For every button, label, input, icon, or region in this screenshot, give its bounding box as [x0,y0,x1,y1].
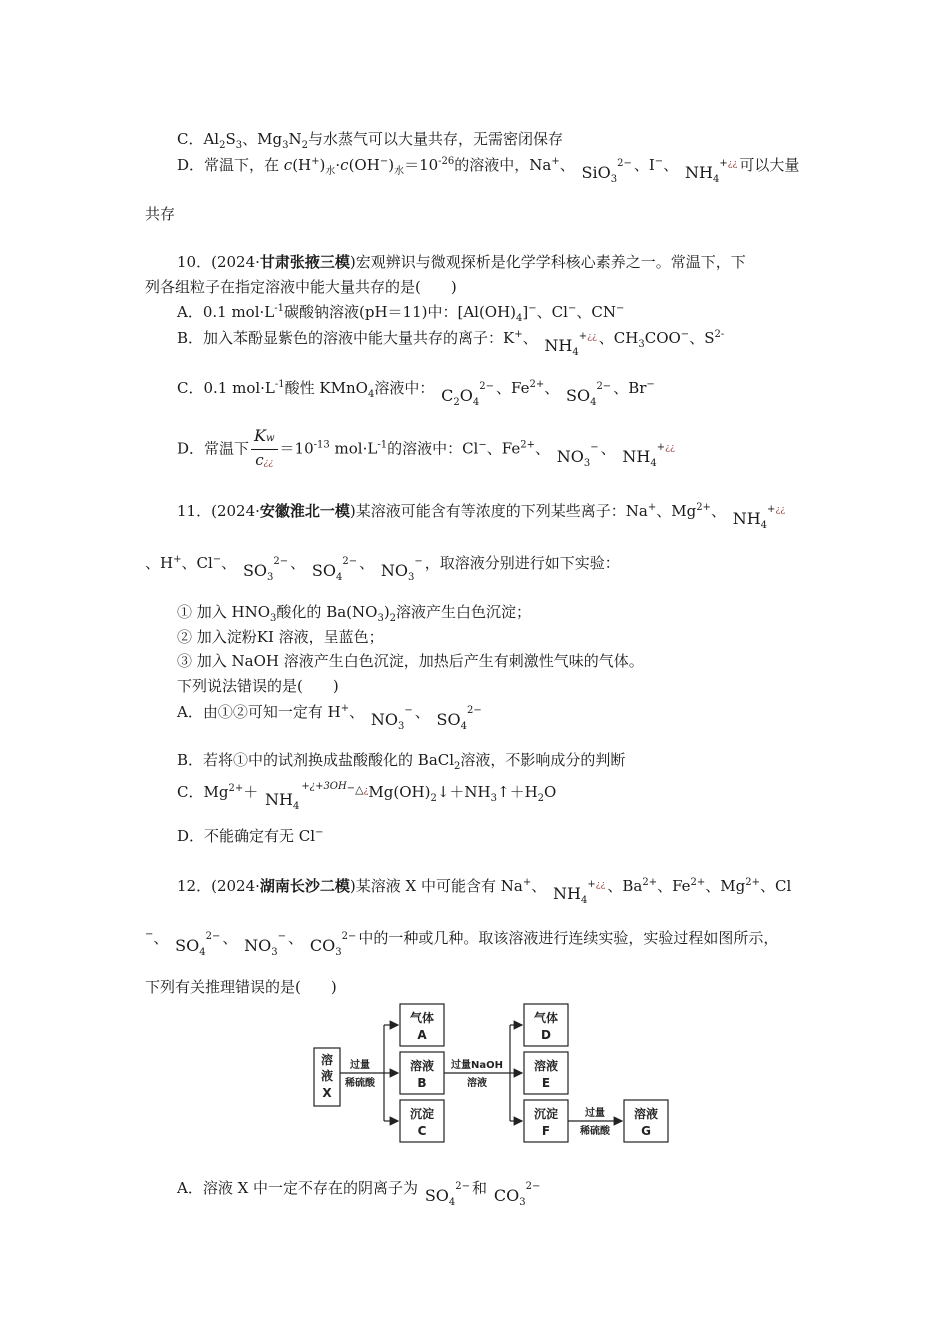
ion-c2o4: $C_2O_4^{2-}$ [441,381,494,409]
arrow2-label-bottom: 溶液 [467,1078,487,1089]
ion-no3: $NO_3^-$ [370,705,413,733]
arrow1-label-bottom: 稀硫酸 [345,1078,375,1089]
ion-sio3: SiO$_3^{2-}$ [581,158,632,186]
ion-nh4: $NH_4^{+¿¿}$ [732,504,786,532]
ion-nh4: $NH_4$ [265,790,300,813]
ion-so4: $SO_4^{2-}$ [311,556,358,584]
ion-nh4: $NH_4^{+¿¿}$ [552,879,606,907]
q11-ask: 下列说法错误的是( ) [177,677,339,695]
q10-title: 10．(2024·甘肃张掖三模)宏观辨识与微观探析是化学学科核心素养之一。常温下，下 [177,253,746,271]
arrow3-label-top: 过量 [585,1108,605,1119]
ion-so4: $SO_4^{2-}$ [565,381,612,409]
arrow1-label-top: 过量 [350,1060,370,1071]
ion-nh4: $NH_4^{+¿¿}$ [544,331,597,359]
ion-so4: $SO_4^{2-}$ [436,705,482,733]
sol-e-line1: 溶液 [533,1059,559,1073]
q11-option-b: B．若将①中的试剂换成盐酸酸化的 BaCl$_2$溶液，不影响成分的判断 [177,751,626,772]
ion-so3: $SO_3^{2-}$ [242,556,289,584]
q10-option-b: B．加入苯酚显紫色的溶液中能大量共存的离子：K+、 $NH_4^{+¿¿}$ 、$CH_3COO^-$、$S^{2-}$ [177,329,725,359]
gas-d-line1: 气体 [533,1011,559,1025]
arrow3-label-bottom: 稀硫酸 [580,1126,610,1137]
q12-title-line3: 下列有关推理错误的是( ) [145,978,337,996]
arrow2-label-top: 过量NaOH [451,1060,503,1071]
pre-f-line2: F [541,1124,551,1138]
q10-option-a: A．0.1 $mol\cdot L^{-1}$碳酸钠溶液(pH＝11)中：$[Al(OH)_4]^-$、Cl−、CN− [177,303,625,324]
q9-option-d-cont: 共存 [145,205,176,223]
q12-option-a: A．溶液 X 中一定不存在的阴离子为 $SO_4^{2-}$ 和 $CO_3^{2-}$ [177,1179,541,1209]
q9-option-c: C．$Al_2S_3$、$Mg_3N_2$与水蒸气可以大量共存，无需密闭保存 [177,130,563,151]
ion-no3: $NO_3^-$ [556,441,599,469]
ion-nh4: $NH_4^{+¿¿}$ [684,158,738,186]
ion-so4: $SO_4^{2-}$ [175,931,221,959]
sol-b-line1: 溶液 [409,1059,435,1073]
pre-c-line2: C [417,1124,427,1138]
q9-option-d: D．常温下，在 $c(H^+)_水\cdot c(OH^-)_水=10^{-26}$的溶液中，Na+、 SiO$_3^{2-}$ 、I−、 $NH_4^{+¿¿}$ 可以大量 [177,156,800,186]
ion-no3: $NO_3^-$ [380,556,423,584]
q11-exp2: ② 加入淀粉KI 溶液，呈蓝色； [177,628,384,646]
q12-title-line2: −、 $SO_4^{2-}$ 、 $NO_3^-$ 、 $CO_3^{2-}$ 中的一种或几种。取该溶液进行连续实验，实验过程如图所示， [145,929,779,959]
sol-b-line2: B [417,1076,427,1090]
q11-option-c: C．$Mg^{2+}+$ $NH_4^{+¿+3OH-\triangle¿}Mg(OH)_2↓+NH_3↑+H_2O$ [177,781,557,813]
ion-so4: $SO_4^{2-}$ [424,1181,471,1209]
q11-option-a: A．由①②可知一定有 H+、 $NO_3^-$ 、 $SO_4^{2-}$ [177,703,482,733]
ion-no3: $NO_3^-$ [244,931,287,959]
q11-option-d: D．不能确定有无 Cl− [177,827,324,845]
pre-f-line1: 沉淀 [533,1107,559,1121]
gas-a-line1: 气体 [409,1011,435,1025]
q12-title: 12．(2024·湖南长沙二模)某溶液 X 中可能含有 Na+、 $NH_4^{+¿¿}$ 、$Ba^{2+}$、$Fe^{2+}$、$Mg^{2+}$、Cl [177,877,792,907]
experiment-flow-diagram [310,1000,680,1150]
q11-title-line2: 、H+、Cl−、 $SO_3^{2-}$ 、 $SO_4^{2-}$ 、 $NO_3^-$ ，取溶液分别进行如下实验： [145,554,620,584]
q10-option-d: D．常温下 $\frac{Kw}{c¿¿}$ $=10^{-13}$ $mol\cdot L^{-1}$的溶液中：Cl−、$Fe^{2+}$、 $NO_3^-$ 、 $NH_4^{+¿¿}$ [177,426,677,482]
q10-title-line2: 列各组粒子在指定溶液中能大量共存的是( ) [145,278,457,296]
sol-g-line2: G [641,1124,651,1138]
gas-a-line2: A [417,1028,427,1042]
q10-option-c: C．0.1 $mol\cdot L^{-1}$酸性 KMnO$_4$溶液中： $C_2O_4^{2-}$ 、$Fe^{2+}$、 $SO_4^{2-}$ 、Br− [177,379,655,409]
ion-co3: $CO_3^{2-}$ [309,931,357,959]
ion-co3: $CO_3^{2-}$ [493,1181,541,1209]
sol-e-line2: E [541,1076,551,1090]
box-x-char3: X [322,1086,332,1100]
q11-exp3: ③ 加入 NaOH 溶液产生白色沉淀，加热后产生有刺激性气味的气体。 [177,652,644,670]
pre-c-line1: 沉淀 [409,1107,435,1121]
ion-nh4: $NH_4^{+¿¿}$ [622,441,675,469]
box-x-char1: 溶 [320,1053,334,1067]
box-x-char2: 液 [320,1069,334,1083]
sol-g-line1: 溶液 [633,1107,659,1121]
gas-d-line2: D [541,1028,551,1042]
q11-exp1: ① 加入 $HNO_3$酸化的 $Ba(NO_3)_2$溶液产生白色沉淀； [177,603,532,624]
q11-title: 11．(2024·安徽淮北一模)某溶液可能含有等浓度的下列某些离子：Na+、$Mg^{2+}$、 $NH_4^{+¿¿}$ [177,502,786,532]
kw-fraction: $\frac{Kw}{c¿¿}$ [251,426,278,473]
